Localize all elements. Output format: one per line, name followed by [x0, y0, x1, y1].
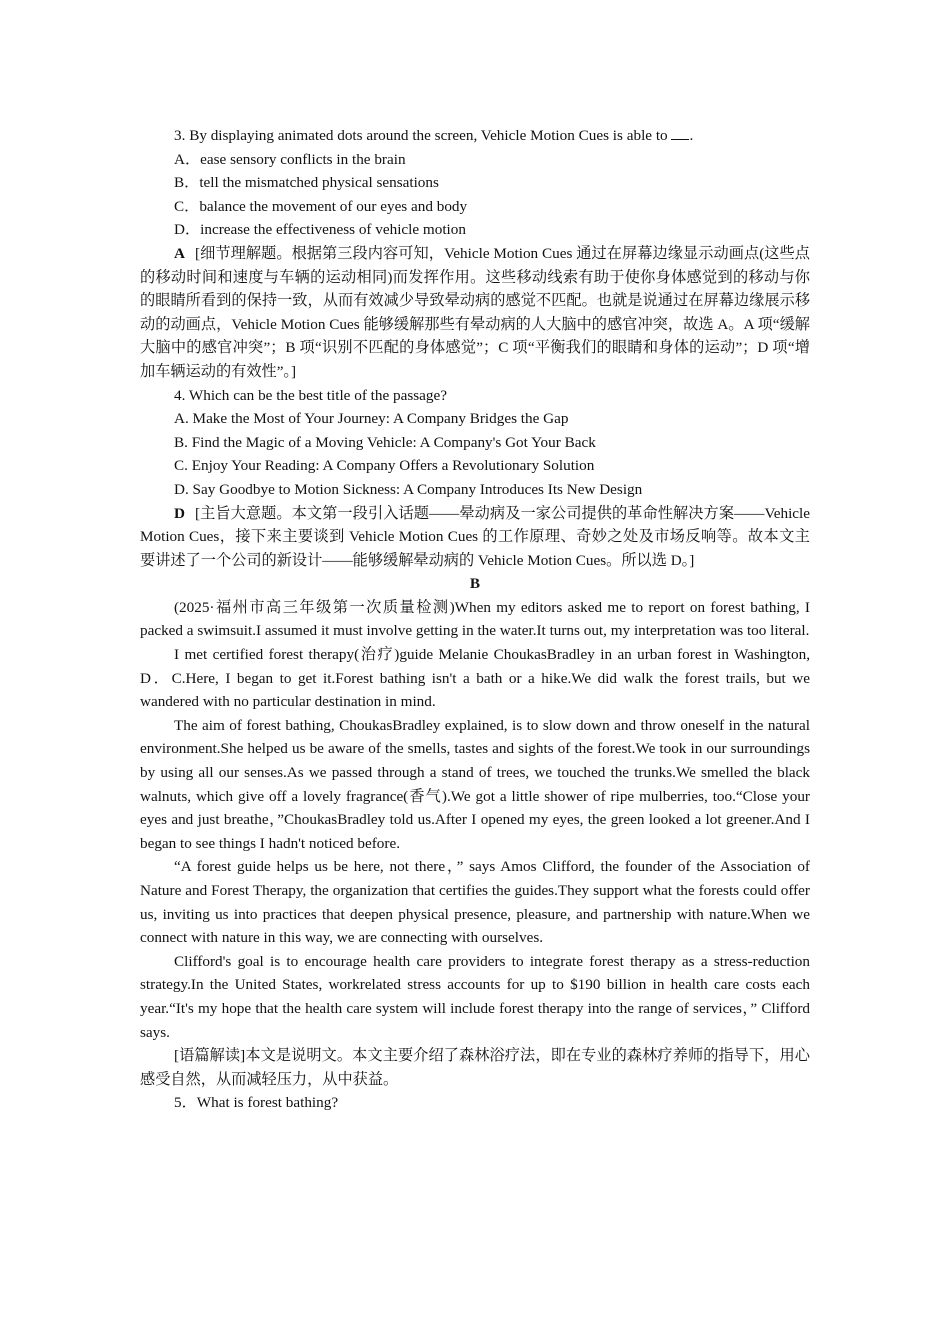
section-heading: B: [469, 575, 481, 593]
passage-paragraph-5: Clifford's goal is to encourage health care providers to integrate forest therapy as a stress-reduction strategy.In the United States, workrelated stress accounts for up to $190 billion in health care costs each year.“It's my hope that the health care system will include forest therapy into the range of services，” Clifford says.: [140, 952, 810, 1041]
question-4-answer: D: [174, 504, 185, 522]
question-4-option-c: C. Enjoy Your Reading: A Company Offers a Revolutionary Solution: [174, 457, 595, 475]
question-4-option-a: A. Make the Most of Your Journey: A Company Bridges the Gap: [174, 410, 569, 428]
question-4-option-d: D. Say Goodbye to Motion Sickness: A Company Introduces Its New Design: [174, 480, 643, 498]
question-3-option-d: D．increase the effectiveness of vehicle motion: [174, 221, 466, 239]
passage-paragraph-1: (2025·福州市高三年级第一次质量检测)When my editors asked me to report on forest bathing, I packed a swimsuit.I assumed it must involve getting in the water.It turns out, my interpretation was too literal.: [140, 598, 810, 640]
question-4-explanation: D [主旨大意题。本文第一段引入话题——晕动病及一家公司提供的革命性解决方案——Vehicle Motion Cues，接下来主要谈到 Vehicle Motion Cues 的工作原理、奇妙之处及市场反响等。故本文主要讲述了一个公司的新设计——能够缓解晕动病的 Vehicle Motion Cues。所以选 D。]: [140, 504, 810, 569]
question-3-option-c: C．balance the movement of our eyes and body: [174, 197, 468, 215]
answer-blank: [671, 125, 689, 140]
passage-paragraph-2: I met certified forest therapy(治疗)guide Melanie ChoukasBradley in an urban forest in Washington, D．C.Here, I began to get it.Forest bathing isn't a bath or a hike.We did walk the forest trails, but we wandered with no particular destination in mind.: [140, 646, 810, 711]
passage-summary: [语篇解读]本文是说明文。本文主要介绍了森林浴疗法，即在专业的森林疗养师的指导下，用心感受自然，从而减轻压力，从中获益。: [140, 1047, 810, 1088]
question-5-stem: 5．What is forest bathing?: [174, 1094, 339, 1112]
question-3-stem: 3. By displaying animated dots around the screen, Vehicle Motion Cues is able to .: [174, 127, 694, 144]
question-4-option-b: B. Find the Magic of a Moving Vehicle: A Company's Got Your Back: [174, 433, 596, 451]
question-3-text: 3. By displaying animated dots around the screen, Vehicle Motion Cues is able to: [174, 127, 668, 144]
question-3-answer: A: [174, 244, 185, 262]
question-4-stem: 4. Which can be the best title of the passage?: [174, 386, 447, 404]
question-3-explanation: A [细节理解题。根据第三段内容可知，Vehicle Motion Cues 通过在屏幕边缘显示动画点(这些点的移动时间和速度与车辆的运动相同)而发挥作用。这些移动线索有助于使你身体感觉到的移动与你的眼睛所看到的保持一致，从而有效减少导致晕动病的感觉不匹配。也就是说通过在屏幕边缘展示移动的动画点，Vehicle Motion Cues 能够缓解那些有晕动病的人大脑中的感官冲突，故选 A。A 项“缓解大脑中的感官冲突”；B 项“识别不匹配的身体感觉”；C 项“平衡我们的眼睛和身体的运动”；D 项“增加车辆运动的有效性”。]: [140, 244, 810, 380]
passage-paragraph-4: “A forest guide helps us be here, not there，” says Amos Clifford, the founder of the Association of Nature and Forest Therapy, the organization that certifies the guides.They support what the forests could offer us, inviting us into practices that deepen physical presence, pleasure, and partnership with nature.When we connect with nature in this way, we are connecting with ourselves.: [140, 858, 810, 947]
document-page: [140, 124, 810, 1115]
question-3-option-a: A．ease sensory conflicts in the brain: [174, 150, 406, 168]
passage-paragraph-3: The aim of forest bathing, ChoukasBradley explained, is to slow down and throw oneself in the natural environment.She helped us be aware of the smells, tastes and sights of the forest.We took in our surroundings by using all our senses.As we passed through a stand of trees, we touched the trunks.We smelled the black walnuts, which give off a lovely fragrance(香气).We got a little shower of ripe mulberries, too.“Close your eyes and just breathe，”ChoukasBradley told us.After I opened my eyes, the green looked a lot greener.And I began to see things I hadn't noticed before.: [140, 716, 810, 852]
question-3-option-b: B．tell the mismatched physical sensations: [174, 174, 439, 192]
